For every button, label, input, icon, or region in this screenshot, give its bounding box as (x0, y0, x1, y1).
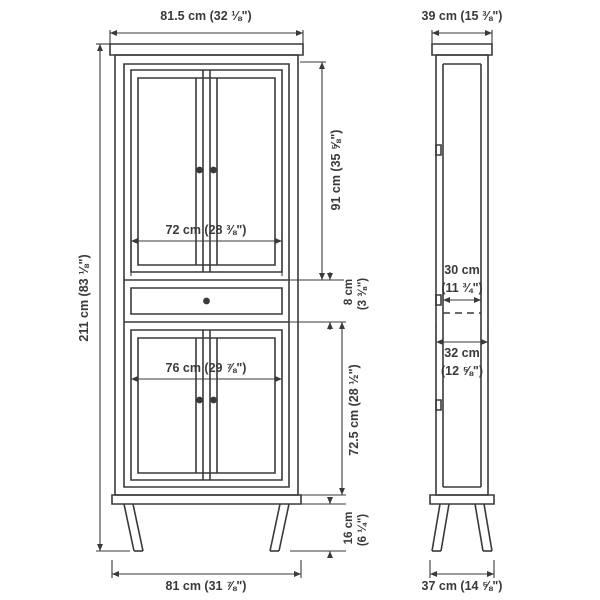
label-leg-height-2: (6 ¼") (357, 513, 369, 547)
side-view-labels (422, 9, 503, 593)
label-upper-section-height: 91 cm (35 ⅝") (329, 129, 343, 211)
label-leg-height-1: 16 cm (343, 511, 355, 545)
label-bottom-depth: 37 cm (14 ⅝") (421, 579, 503, 593)
side-view-cabinet (430, 44, 494, 551)
label-upper-door-width: 72 cm (28 ⅜") (165, 223, 247, 237)
label-lower-section-height: 72.5 cm (28 ½") (347, 364, 361, 456)
label-total-height: 211 cm (83 ⅛") (77, 254, 91, 342)
label-inner-depth-2: (11 ¾") (441, 281, 483, 295)
front-view-cabinet (110, 44, 303, 551)
label-shelf-depth-1: 32 cm (444, 346, 480, 360)
label-shelf-depth-2: (12 ⅝") (440, 364, 484, 378)
label-top-depth: 39 cm (15 ⅜") (421, 9, 503, 23)
label-drawer-height-1: 8 cm (343, 278, 355, 306)
label-bottom-width: 81 cm (31 ⅞") (165, 579, 247, 593)
label-inner-depth-1: 30 cm (444, 263, 480, 277)
label-lower-door-width: 76 cm (29 ⅞") (165, 361, 247, 375)
label-drawer-height-2: (3 ⅜") (357, 277, 369, 311)
label-top-width: 81.5 cm (32 ⅛") (160, 9, 252, 23)
front-view-labels (77, 9, 369, 593)
